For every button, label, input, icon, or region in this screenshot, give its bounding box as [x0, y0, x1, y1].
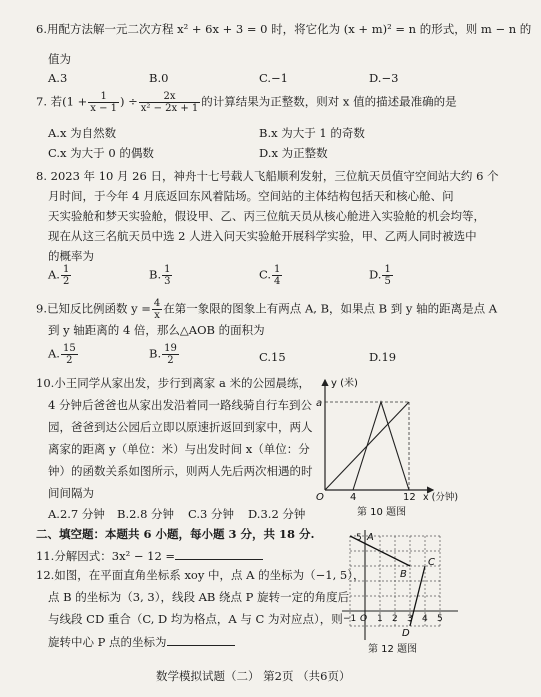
- q8-option-d: D. $\frac{1}{5}$: [369, 264, 391, 287]
- q10-line-6: 间间隔为: [48, 486, 94, 500]
- q9-option-c: C.15: [259, 350, 286, 364]
- q6-option-b: B.0: [149, 71, 169, 85]
- q10-bike-line: [353, 402, 409, 490]
- q12-x-tick-3: 3: [407, 614, 413, 624]
- q12-figure: [340, 528, 480, 658]
- q12-line-4: 旋转中心 P 点的坐标为: [48, 634, 235, 649]
- q8-option-c: C. $\frac{1}{4}$: [259, 264, 281, 287]
- q12-x-tick-4: 4: [422, 614, 428, 624]
- q12-label-c: C: [428, 557, 435, 568]
- q8-line-4: 现在从这三名航天员中选 2 人进入问天实验舱开展科学实验，甲、乙两人同时被选中: [48, 229, 477, 243]
- q10-x-label: x (分钟): [423, 492, 459, 503]
- q7-option-a: A.x 为自然数: [48, 126, 117, 140]
- q8-line-2: 月时间，于今年 4 月底返回东风着陆场。空间站的主体结构包括天和核心舱、问: [48, 189, 454, 203]
- page-footer: 数学模拟试题（二） 第2页 （共6页）: [156, 669, 351, 683]
- q8-option-a: A. $\frac{1}{2}$: [48, 264, 70, 287]
- q12-label-b: B: [400, 569, 407, 580]
- section2-title: 二、填空题：本题共 6 小题，每小题 3 分，共 18 分.: [36, 527, 315, 541]
- q7-stem: 7. 若(1 + $\frac{1}{x - 1}$ ) ÷ $\frac{2x}{\text{x² − 2x + 1}}$ 的计算结果为正整数，则对 x 值的描述最准确的是: [36, 91, 457, 114]
- q8-option-b: B. $\frac{1}{3}$: [149, 264, 171, 287]
- q7-fraction-1: $\frac{1}{x - 1}$: [90, 91, 117, 114]
- q10-tick-12: 12: [403, 492, 416, 503]
- q6-option-a: A.3: [48, 71, 68, 85]
- q7-fraction-2: $\frac{2x}{\text{x² − 2x + 1}}$: [140, 91, 199, 114]
- q10-option-d: D.3.2 分钟: [248, 507, 306, 521]
- q10-caption: 第 10 题图: [357, 507, 407, 518]
- q9-fraction: $\frac{4}{x}$: [153, 298, 161, 321]
- q12-caption: 第 12 题图: [368, 644, 418, 655]
- q6-option-c: C.−1: [259, 71, 288, 85]
- q10-line-3: 园，爸爸到达公园后立即以原速折返回到家中，两人: [48, 420, 313, 434]
- q10-a-label: a: [316, 398, 323, 409]
- q10-line-2: 4 分钟后爸爸也从家出发沿着同一路线骑自行车到公: [48, 398, 312, 412]
- q12-label-a: A: [367, 532, 374, 543]
- q12-answer-blank[interactable]: [167, 634, 235, 646]
- q12-y-tick-5: 5: [356, 533, 362, 543]
- q12-x-tick-2: 2: [392, 614, 398, 624]
- q10-line-1: 10.小王同学从家出发，步行到离家 a 米的公园晨练，: [36, 376, 310, 390]
- q12-line-3: 与线段 CD 重合（C, D 均为格点，A 与 C 为对应点），则: [48, 612, 343, 626]
- q12-x-tick-neg1: −1: [343, 614, 357, 624]
- q10-option-c: C.3 分钟: [188, 507, 235, 521]
- q12-grid: [350, 536, 440, 626]
- q9-option-d: D.19: [369, 350, 397, 364]
- q12-line-1: 12.如图，在平面直角坐标系 xoy 中，点 A 的坐标为（−1, 5），: [36, 568, 365, 582]
- q10-line-5: 钟）的函数关系如图所示，则两人先后两次相遇的时: [48, 464, 313, 478]
- q6-stem-line2: 值为: [48, 52, 71, 66]
- q11-answer-blank[interactable]: [175, 548, 263, 560]
- q12-line-2: 点 B 的坐标为（3, 3），线段 AB 绕点 P 旋转一定的角度后: [48, 590, 350, 604]
- q12-x-tick-1: 1: [377, 614, 383, 624]
- q7-option-c: C.x 为大于 0 的偶数: [48, 146, 154, 160]
- q10-figure: [305, 372, 480, 520]
- q8-line-5: 的概率为: [48, 249, 94, 263]
- q12-x-tick-5: 5: [437, 614, 443, 624]
- q9-option-b: B. $\frac{19}{2}$: [149, 343, 177, 366]
- q12-label-d: D: [402, 628, 410, 639]
- q10-option-b: B.2.8 分钟: [117, 507, 175, 521]
- q7-option-d: D.x 为正整数: [259, 146, 328, 160]
- q8-line-3: 天实验舱和梦天实验舱，假设甲、乙、丙三位航天员从核心舱进入实验舱的机会均等，: [48, 209, 485, 223]
- q10-origin: O: [316, 492, 324, 503]
- q10-y-label: y (米): [331, 378, 358, 389]
- q7-option-b: B.x 为大于 1 的奇数: [259, 126, 365, 140]
- q10-line-4: 离家的距离 y（单位：米）与出发时间 x（单位：分: [48, 442, 310, 456]
- q10-option-a: A.2.7 分钟: [48, 507, 105, 521]
- q6-stem: 6.用配方法解一元二次方程 x² + 6x + 3 = 0 时，将它化为 (x + m)² = n 的形式，则 m − n 的: [36, 22, 532, 36]
- q12-origin: O: [360, 614, 368, 624]
- q9-option-a: A. $\frac{15}{2}$: [48, 343, 76, 366]
- q9-line-2: 到 y 轴距离的 4 倍，那么△AOB 的面积为: [48, 323, 265, 337]
- q8-line-1: 8. 2023 年 10 月 26 日，神舟十七号载人飞船顺利发射，三位航天员值守空间站大约 6 个: [36, 169, 499, 183]
- q11-stem: 11.分解因式：3x² − 12 =: [36, 548, 263, 563]
- q9-stem: 9.已知反比例函数 y = $\frac{4}{x}$ 在第一象限的图象上有两点 A, B，如果点 B 到 y 轴的距离是点 A: [36, 298, 498, 321]
- q6-option-d: D.−3: [369, 71, 399, 85]
- q10-tick-4: 4: [350, 492, 357, 503]
